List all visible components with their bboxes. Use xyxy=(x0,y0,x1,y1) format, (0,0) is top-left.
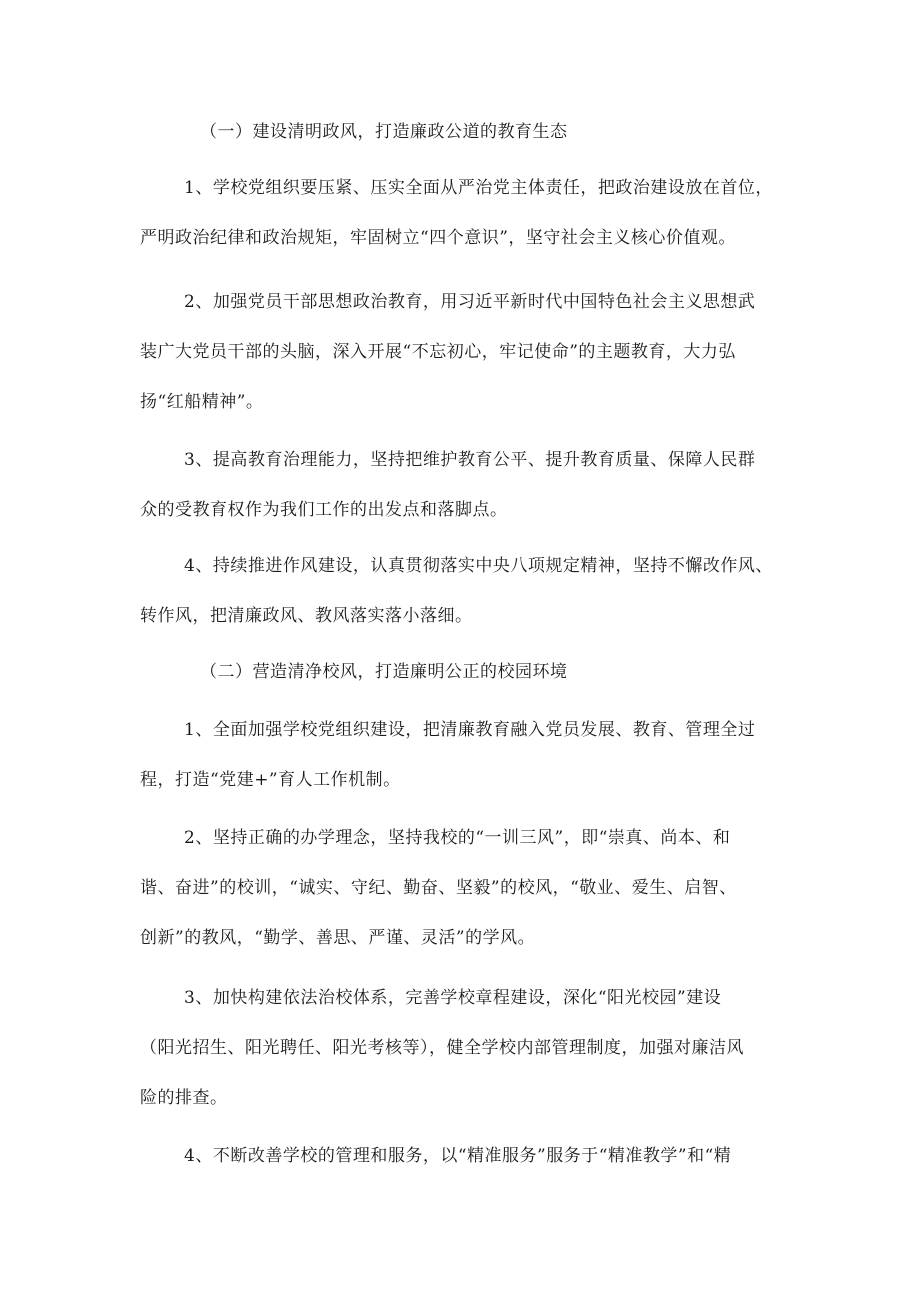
paragraph-line: 严明政治纪律和政治规矩，牢固树立“四个意识”，坚守社会主义核心价值观。 xyxy=(140,228,736,248)
paragraph-1-1 xyxy=(140,178,780,278)
paragraph-line: 装广大党员干部的头脑，深入开展“不忘初心，牢记使命”的主题教育，大力弘 xyxy=(140,342,736,362)
section-heading-2: （二）营造清净校风，打造廉明公正的校园环境 xyxy=(200,662,568,682)
paragraph-2-2 xyxy=(140,828,780,978)
paragraph-line: 程，打造“党建+”育人工作机制。 xyxy=(140,770,401,790)
paragraph-line: 险的排查。 xyxy=(140,1088,228,1108)
paragraph-line: 1、学校党组织要压紧、压实全面从严治党主体责任，把政治建设放在首位， xyxy=(184,178,773,198)
paragraph-line: （阳光招生、阳光聘任、阳光考核等），健全学校内部管理制度，加强对廉洁风 xyxy=(140,1038,744,1058)
paragraph-1-2 xyxy=(140,292,780,442)
paragraph-line: 谐、奋进”的校训，“诚实、守纪、勤奋、坚毅”的校风，“敬业、爱生、启智、 xyxy=(140,878,737,898)
paragraph-line: 众的受教育权作为我们工作的出发点和落脚点。 xyxy=(140,500,508,520)
paragraph-line: 创新”的教风，“勤学、善思、严谨、灵活”的学风。 xyxy=(140,928,536,948)
paragraph-line: 转作风，把清廉政风、教风落实落小落细。 xyxy=(140,606,473,626)
paragraph-line: 2、坚持正确的办学理念，坚持我校的“一训三风”，即“崇真、尚本、和 xyxy=(184,828,731,848)
paragraph-1-3 xyxy=(140,450,780,550)
paragraph-line: 1、全面加强学校党组织建设，把清廉教育融入党员发展、教育、管理全过 xyxy=(184,720,756,740)
paragraph-2-4 xyxy=(140,1146,780,1196)
paragraph-line: 扬“红船精神”。 xyxy=(140,392,264,412)
paragraph-2-1 xyxy=(140,720,780,820)
paragraph-line: 3、加快构建依法治校体系，完善学校章程建设，深化“阳光校园”建设 xyxy=(184,988,722,1008)
paragraph-2-3 xyxy=(140,988,780,1138)
paragraph-line: 4、不断改善学校的管理和服务，以“精准服务”服务于“精准教学”和“精 xyxy=(184,1146,732,1166)
paragraph-line: 3、提高教育治理能力，坚持把维护教育公平、提升教育质量、保障人民群 xyxy=(184,450,756,470)
section-heading-1: （一）建设清明政风，打造廉政公道的教育生态 xyxy=(200,122,568,142)
paragraph-line: 2、加强党员干部思想政治教育，用习近平新时代中国特色社会主义思想武 xyxy=(184,292,756,312)
paragraph-1-4 xyxy=(140,556,780,656)
paragraph-line: 4、持续推进作风建设，认真贯彻落实中央八项规定精神，坚持不懈改作风、 xyxy=(184,556,773,576)
